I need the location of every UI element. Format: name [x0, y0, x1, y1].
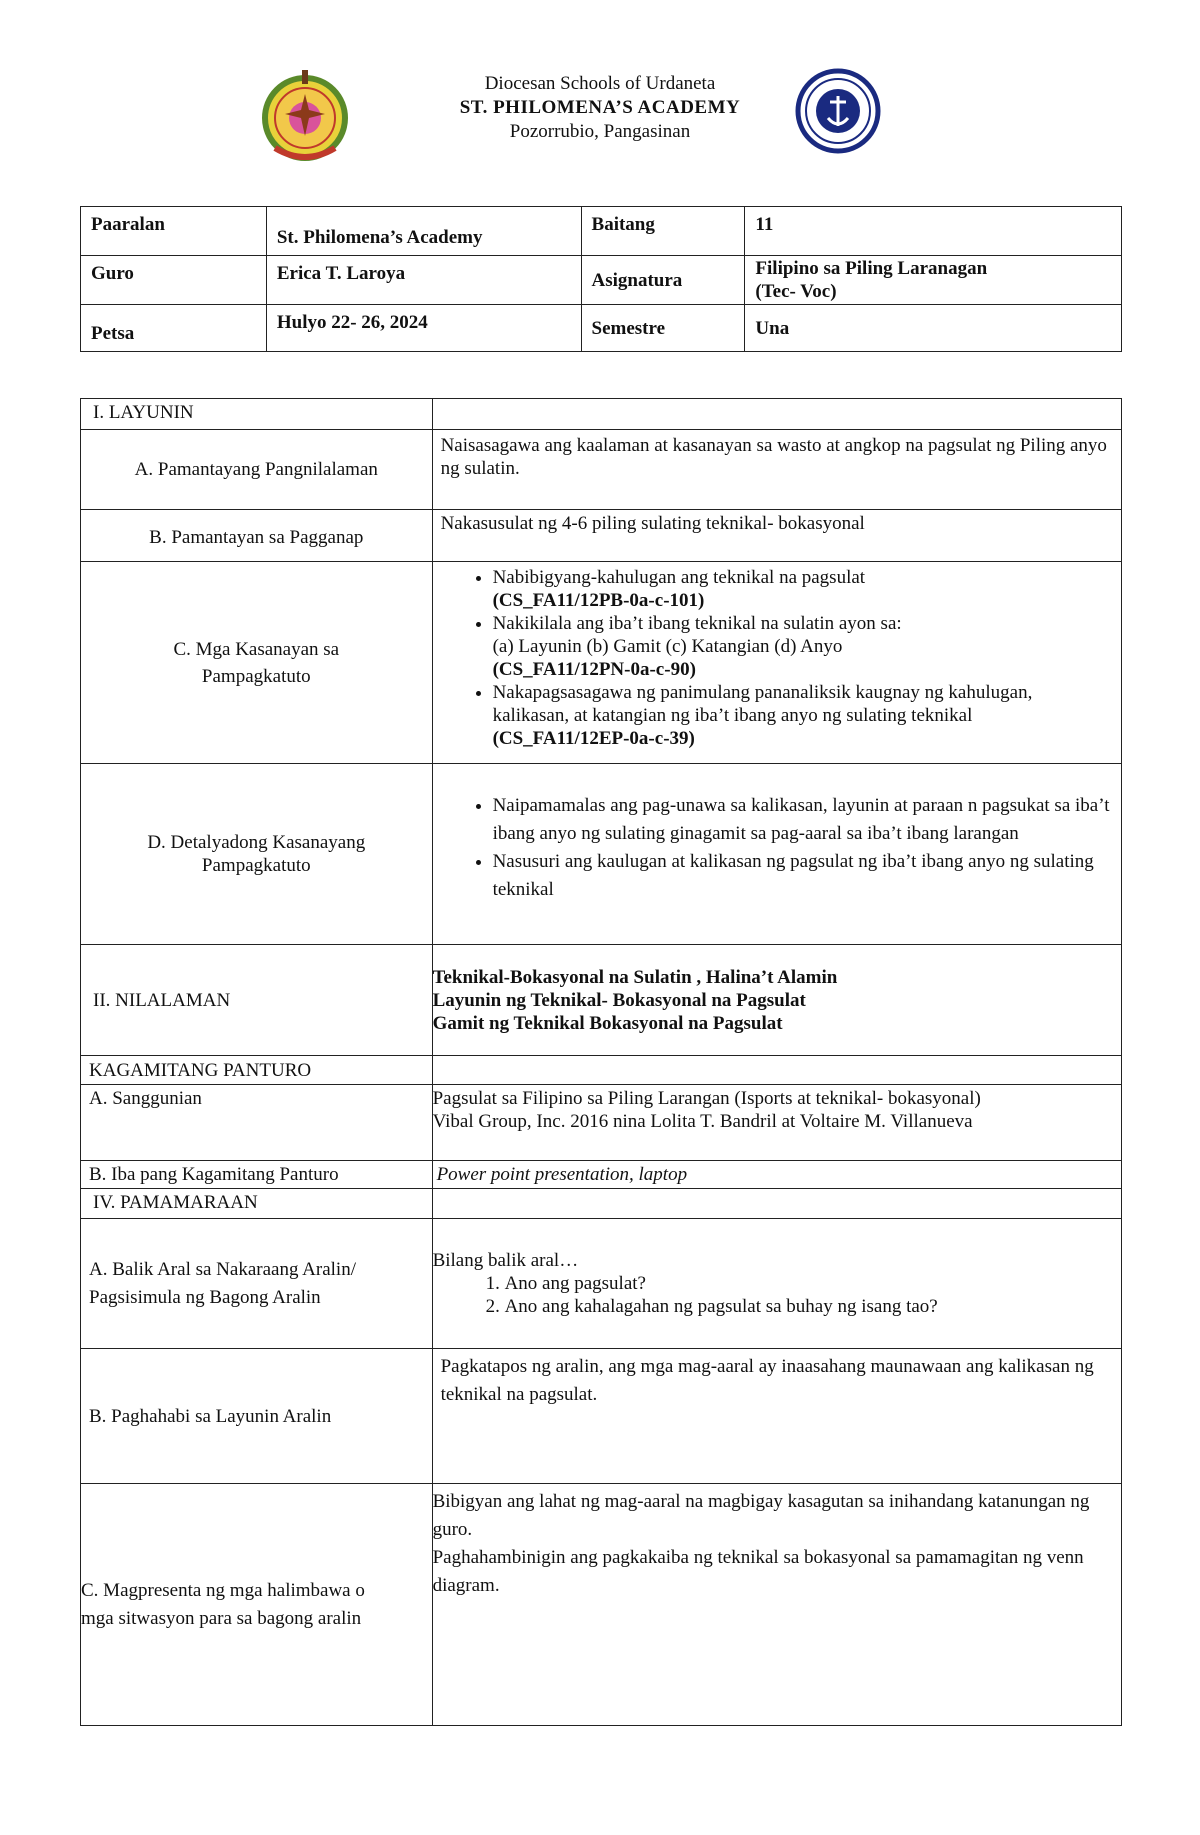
info-table [80, 206, 1122, 352]
list-item [493, 566, 1113, 612]
balik-aral-label-line1: A. Balik Aral sa Nakaraang Aralin/ [89, 1258, 356, 1280]
school-location: Pozorrubio, Pangasinan [509, 121, 691, 142]
petsa-value: Hulyo 22- 26, 2024 [266, 305, 581, 352]
nilalaman-heading: II. NILALAMAN [81, 945, 433, 1056]
school-name-block [380, 72, 820, 144]
school-seal-left-icon [255, 66, 355, 166]
kasanayan-code-2: (CS_FA11/12PN-0a-c-90) [492, 659, 696, 680]
diocese-name: Diocesan Schools of Urdaneta [484, 73, 716, 94]
nilalaman-line-3: Gamit ng Teknikal Bokasyonal na Pagsulat [432, 1012, 783, 1034]
petsa-label: Petsa [81, 305, 267, 352]
baitang-value: 11 [745, 207, 1122, 256]
list-item [493, 681, 1113, 750]
kasanayan-label [81, 562, 433, 764]
kasanayan-code-3: (CS_FA11/12EP-0a-c-39) [492, 728, 695, 749]
pamamaraan-empty [432, 1189, 1121, 1219]
paghahabi-label: B. Paghahabi sa Layunin Aralin [81, 1349, 433, 1484]
kasanayan-list [441, 566, 1113, 750]
magpresenta-label-line2: mga sitwasyon para sa bagong aralin [81, 1607, 362, 1629]
school-seal-right-icon [795, 66, 881, 156]
kagamitang-panturo-heading: KAGAMITANG PANTURO [81, 1056, 433, 1085]
balik-aral-content [432, 1219, 1121, 1349]
pamantayan-pagganap-text: Nakasusulat ng 4-6 piling sulating teknikal- bokasyonal [432, 510, 1121, 562]
academy-name: ST. PHILOMENA’S ACADEMY [459, 97, 741, 118]
balik-aral-label-line2: Pagsisimula ng Bagong Aralin [89, 1286, 321, 1308]
asignatura-value [745, 256, 1122, 305]
sanggunian-line-1: Pagsulat sa Filipino sa Piling Larangan (Isports at teknikal- bokasyonal) [432, 1088, 981, 1109]
list-item: • Naipamamalas ang pag-unawa sa kalikasan, layunin at paraan n pagsukat sa iba’t ibang anyo ng sulating ginagamit sa pag-aaral sa iba’t ibang larangan [493, 792, 1113, 848]
kasanayan-code-1: (CS_FA11/12PB-0a-c-101) [492, 590, 705, 611]
page-header [0, 66, 1200, 176]
nilalaman-line-2: Layunin ng Teknikal- Bokasyonal na Pagsulat [432, 989, 806, 1011]
layunin-heading-empty [432, 399, 1121, 430]
iba-pang-kagamitan-text: Power point presentation, laptop [432, 1161, 1121, 1189]
baitang-label: Baitang [581, 207, 745, 256]
balik-aral-questions [433, 1272, 1113, 1318]
balik-aral-intro: Bilang balik aral… [432, 1250, 579, 1271]
kasanayan-label-line2: Pampagkatuto [201, 665, 311, 687]
kasanayan-item-2: Nakikilala ang iba’t ibang teknikal na sulatin ayon sa: [492, 613, 902, 634]
lesson-plan-table [80, 398, 1122, 1726]
magpresenta-text-2: Paghahambinigin ang pagkakaiba ng teknikal sa bokasyonal sa pamamagitan ng venn diagram. [432, 1547, 1084, 1596]
sanggunian-text [432, 1085, 1121, 1161]
detalyadong-list [441, 792, 1113, 904]
asignatura-label: Asignatura [581, 256, 745, 305]
guro-label: Guro [81, 256, 267, 305]
nilalaman-content [432, 945, 1121, 1056]
detalyadong-kasanayan-label [81, 764, 433, 945]
list-item: 1. Ano ang pagsulat? [505, 1272, 1113, 1295]
kasanayan-item-1: Nabibigyang-kahulugan ang teknikal na pagsulat [492, 567, 866, 588]
paaralan-label: Paaralan [81, 207, 267, 256]
detalyadong-label-line1: D. Detalyadong Kasanayang [147, 832, 366, 853]
semestre-value: Una [745, 305, 1122, 352]
layunin-heading: I. LAYUNIN [81, 399, 433, 430]
asignatura-value-line1: Filipino sa Piling Laranagan [755, 258, 988, 279]
detalyadong-list-cell [432, 764, 1121, 945]
detalyadong-label-line2: Pampagkatuto [201, 855, 311, 876]
paghahabi-text: Pagkatapos ng aralin, ang mga mag-aaral ay inaasahang maunawaan ang kalikasan ng teknikal na pagsulat. [432, 1349, 1121, 1484]
pamamaraan-heading: IV. PAMAMARAAN [81, 1189, 433, 1219]
semestre-label: Semestre [581, 305, 745, 352]
magpresenta-label [81, 1484, 433, 1726]
kasanayan-list-cell [432, 562, 1121, 764]
asignatura-value-line2: (Tec- Voc) [755, 281, 837, 302]
kasanayan-item-2-sub: (a) Layunin (b) Gamit (c) Katangian (d) Anyo [492, 636, 843, 657]
pamantayang-pangnilalaman-text: Naisasagawa ang kaalaman at kasanayan sa wasto at angkop na pagsulat ng Piling anyo ng sulatin. [432, 430, 1121, 510]
magpresenta-label-line1: C. Magpresenta ng mga halimbawa o [81, 1579, 365, 1601]
kagamitang-empty [432, 1056, 1121, 1085]
magpresenta-text-1: Bibigyan ang lahat ng mag-aaral na magbigay kasagutan sa inihandang katanungan ng guro. [432, 1491, 1090, 1540]
sanggunian-line-2: Vibal Group, Inc. 2016 nina Lolita T. Bandril at Voltaire M. Villanueva [432, 1111, 973, 1132]
kasanayan-item-3: Nakapagsasagawa ng panimulang pananaliksik kaugnay ng kahulugan, kalikasan, at katangian ng iba’t ibang anyo ng sulating teknikal [492, 682, 1033, 726]
kasanayan-label-line1: C. Mga Kasanayan sa [173, 638, 340, 660]
list-item: 2. Ano ang kahalagahan ng pagsulat sa buhay ng isang tao? [505, 1295, 1113, 1318]
sanggunian-label: A. Sanggunian [81, 1085, 433, 1161]
pamantayan-pagganap-label: B. Pamantayan sa Pagganap [81, 510, 433, 562]
guro-value: Erica T. Laroya [266, 256, 581, 305]
list-item: • Nasusuri ang kaulugan at kalikasan ng pagsulat ng iba’t ibang anyo ng sulating teknikal [493, 848, 1113, 904]
nilalaman-line-1: Teknikal-Bokasyonal na Sulatin , Halina’t Alamin [432, 966, 838, 988]
pamantayang-pangnilalaman-label: A. Pamantayang Pangnilalaman [81, 430, 433, 510]
list-item [493, 612, 1113, 681]
magpresenta-content [432, 1484, 1121, 1726]
balik-aral-label [81, 1219, 433, 1349]
iba-pang-kagamitan-label: B. Iba pang Kagamitang Panturo [81, 1161, 433, 1189]
paaralan-value: St. Philomena’s Academy [266, 207, 581, 256]
